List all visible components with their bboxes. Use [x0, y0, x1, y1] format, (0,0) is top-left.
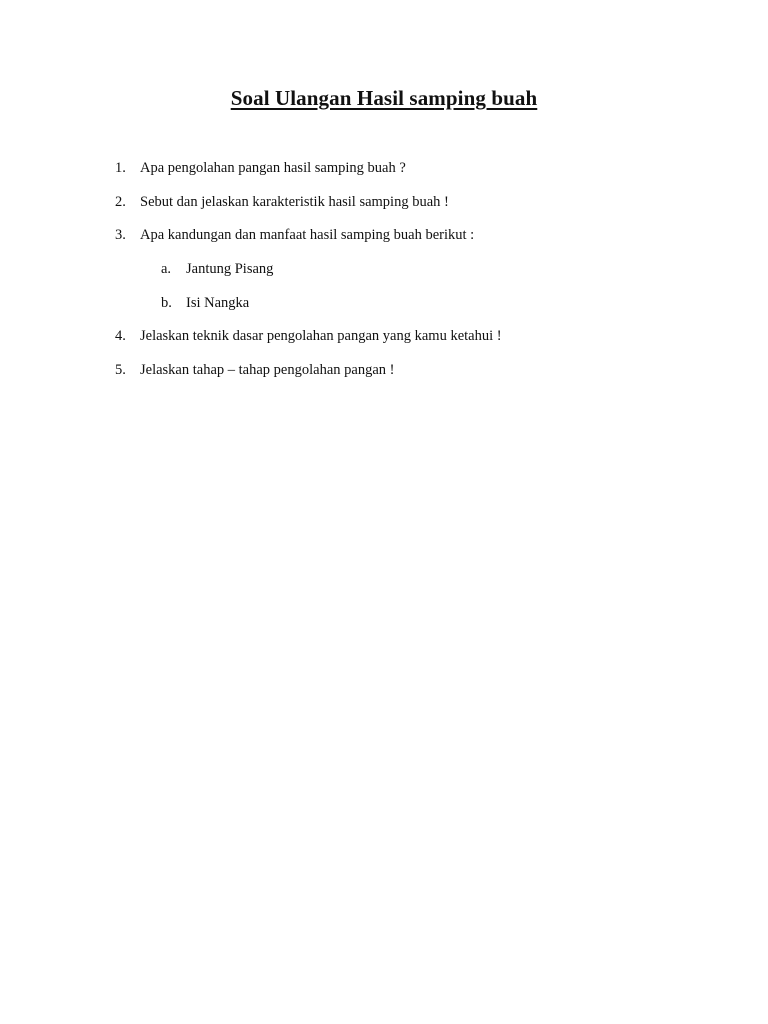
question-number: 1.	[115, 160, 126, 176]
question-text: Apa kandungan dan manfaat hasil samping buah berikut :	[140, 227, 475, 243]
question-text: Jelaskan teknik dasar pengolahan pangan yang kamu ketahui !	[140, 328, 502, 344]
question-text: Sebut dan jelaskan karakteristik hasil samping buah !	[140, 194, 449, 210]
sub-item-letter: a.	[161, 261, 172, 277]
sub-item-text: Jantung Pisang	[186, 261, 274, 277]
question-number: 5.	[115, 362, 126, 378]
question-number: 2.	[115, 194, 126, 210]
question-number: 3.	[115, 227, 126, 243]
sub-item-text: Isi Nangka	[186, 295, 250, 311]
question-text: Jelaskan tahap – tahap pengolahan pangan !	[140, 362, 395, 378]
document-title: Soal Ulangan Hasil samping buah	[230, 86, 538, 110]
question-text: Apa pengolahan pangan hasil samping buah ?	[140, 160, 406, 176]
sub-item-letter: b.	[161, 295, 172, 311]
question-number: 4.	[115, 328, 126, 344]
